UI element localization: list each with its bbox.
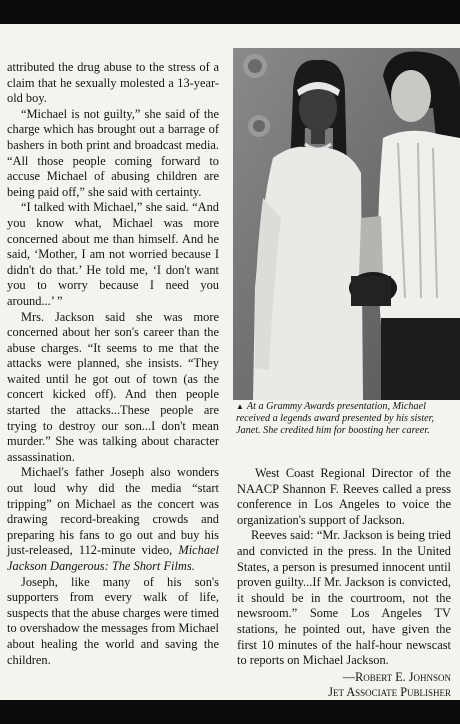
paragraph: “I talked with Michael,” she said. “And you know what, Michael was more concerned about me than himself. And he said, ‘Mother, I am not worried because I didn't do that.’ He told me, ‘I don't want you to worry because I need you around...’ ” [7,200,219,308]
paragraph: West Coast Regional Director of the NAACP Shannon F. Reeves called a press conference in Los Angeles to voice the organization's support of Jackson. [237,466,451,527]
paragraph: Mrs. Jackson said she was more concerned about her son's career than the abuse charges. “It seems to me that the attacks were planned, she insists. “They waited until he got out of town (as the concert kicked off). And then people started the attacks...These people are trying to destroy our son...I don't mean murder.” She was talking about character assassination. [7,309,219,464]
magazine-page [0,24,460,700]
paragraph: Joseph, like many of his son's supporters from every walk of life, suspects that the abuse charges were timed to overshadow the messages from Michael about healing the world and saving the children. [7,574,219,667]
paragraph-joseph [7,465,219,574]
byline [237,670,451,701]
byline-title: Jet Associate Publisher [328,685,451,700]
paragraph: “Michael is not guilty,” she said of the charge which has brought out a barrage of bashers in both print and broadcast media. “All those people coming forward to accuse Michael of abusing children are being paid off,” she said with certainty. [7,106,219,199]
right-text-column [237,466,451,701]
photo-caption [236,401,452,438]
byline-author: —Robert E. Johnson [342,669,451,684]
photo-illustration [233,48,460,400]
paragraph-text: Michael's father Joseph also wonders out loud why did the media “start tripping” on Michael as the concert was drawing record-breaking crowds and preparing his fans to go out and buy his just-released, 112-minute video, [7,465,219,558]
triangle-icon: ▲ [236,402,244,411]
paragraph: Reeves said: “Mr. Jackson is being tried and convicted in the press. In the United States, a person is presumed innocent until proven guilty...If Mr. Jackson is convicted, it should be in the courtroom, not the newsroom.” Some Los Angeles TV stations, he pointed out, have given the first 10 minutes of the half-hour newscast to reports on Michael Jackson. [237,528,451,668]
grammy-photo [233,48,460,400]
video-title: Michael Jackson Dangerous: The Short Films. [7,543,219,573]
paragraph: attributed the drug abuse to the stress of a claim that he sexually molested a 13-year-old boy. [7,60,219,106]
left-text-column [7,60,219,668]
caption-text: At a Grammy Awards presentation, Michael received a legends award presented by his sister, Janet. She credited him for boosting her career. [236,401,435,437]
